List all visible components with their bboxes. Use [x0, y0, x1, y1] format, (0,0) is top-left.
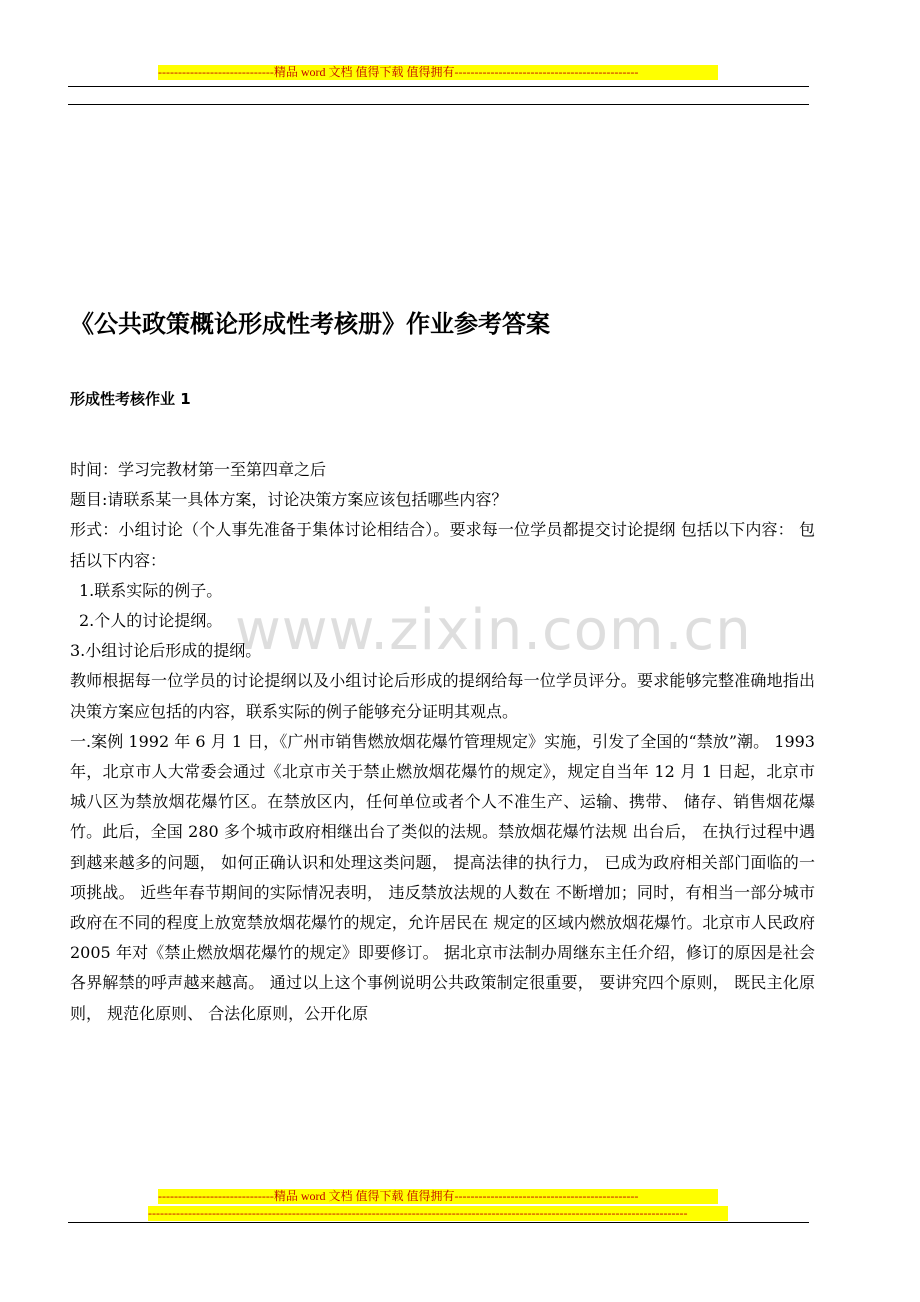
- header-rule-bottom: [68, 104, 809, 105]
- document-body: [70, 455, 815, 1029]
- list-item-3: 3.小组讨论后形成的提纲。: [70, 641, 262, 661]
- footer-banner-top: -----------------------------精品 word 文档 值得下载 值得拥有----------------------------------------------: [158, 1189, 718, 1204]
- watermark: www.zixin.com.cn: [235, 598, 752, 663]
- document-title: 《公共政策概论形成性考核册》作业参考答案: [70, 310, 550, 338]
- footer-banner-bottom: ---------------------------------------------------------------------------------------------------------------------------------------: [148, 1206, 728, 1221]
- footer-rule: [68, 1222, 809, 1223]
- paragraph-time: 时间：学习完教材第一至第四章之后: [70, 460, 327, 479]
- section-subtitle: 形成性考核作业 1: [70, 390, 191, 408]
- paragraph-format: 形式：小组讨论（个人事先准备于集体讨论相结合）。要求每一位学员都提交讨论提纲 包括以下内容： 包括以下内容：: [70, 520, 815, 570]
- paragraph-topic: 题目:请联系某一具体方案，讨论决策方案应该包括哪些内容？: [70, 490, 508, 510]
- header-banner: -----------------------------精品 word 文档 值得下载 值得拥有----------------------------------------------: [158, 65, 718, 80]
- paragraph-grading: 教师根据每一位学员的讨论提纲以及小组讨论后形成的提纲给每一位学员评分。要求能够完整准确地指出决策方案应包括的内容，联系实际的例子能够充分证明其观点。: [70, 671, 815, 721]
- header-rule-top: [68, 86, 809, 87]
- paragraph-case: 一.案例 1992 年 6 月 1 日，《广州市销售燃放烟花爆竹管理规定》实施，引发了全国的“禁放”潮。 1993 年，北京市人大常委会通过《北京市关于禁止燃放烟花爆竹的规定》，规定自当年 12 月 1 日起，北京市城八区为禁放烟花爆竹区。在禁放区内，任何单位或者个人不准生产、运输、携带、 储存、销售烟花爆竹。此后，全国 280 多个城市政府相继出台了类似的法规。禁放烟花爆竹法规 出台后， 在执行过程中遇到越来越多的问题， 如何正确认识和处理这类问题， 提高法律的执行力， 已成为政府相关部门面临的一项挑战。 近些年春节期间的实际情况表明， 违反禁放法规的人数在 不断增加；同时，有相当一部分城市政府在不同的程度上放宽禁放烟花爆竹的规定，允许居民在 规定的区域内燃放烟花爆竹。北京市人民政府 2005 年对《禁止燃放烟花爆竹的规定》即要修订。 据北京市法制办周继东主任介绍，修订的原因是社会各界解禁的呼声越来越高。 通过以上这个事例说明公共政策制定很重要， 要讲究四个原则， 既民主化原则， 规范化原则、 合法化原则，公开化原: [70, 731, 815, 1023]
- list-item-2: 2.个人的讨论提纲。: [79, 611, 223, 631]
- list-item-1: 1.联系实际的例子。: [79, 580, 223, 600]
